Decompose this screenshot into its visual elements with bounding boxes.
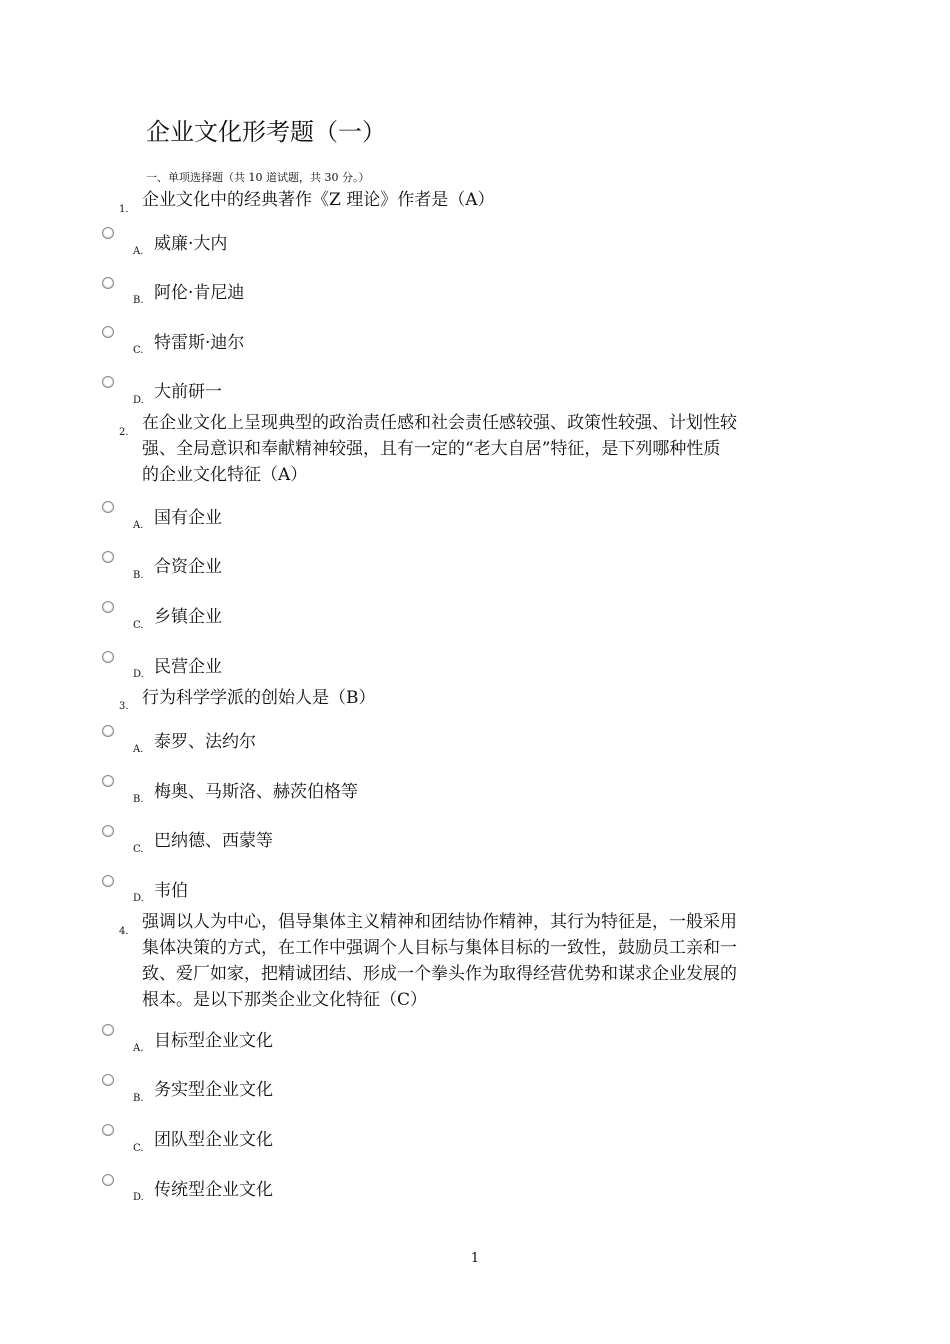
option-letter: D.: [133, 395, 144, 406]
option-letter: D.: [133, 1192, 144, 1203]
radio-button[interactable]: [102, 1074, 114, 1086]
option-text[interactable]: 韦伯: [154, 881, 188, 901]
radio-button[interactable]: [102, 277, 114, 289]
option-text[interactable]: 特雷斯·迪尔: [154, 333, 245, 353]
question-text-line: 根本。是以下那类企业文化特征（C）: [142, 990, 428, 1010]
option-text[interactable]: 民营企业: [154, 657, 222, 677]
option-letter: B.: [133, 1093, 144, 1104]
question-text: [142, 685, 808, 711]
radio-button[interactable]: [102, 1124, 114, 1136]
radio-button[interactable]: [102, 376, 114, 388]
option-letter: A.: [133, 520, 144, 531]
option-text[interactable]: 威廉·大内: [154, 234, 228, 254]
page-number: 1: [470, 1251, 480, 1266]
radio-button[interactable]: [102, 651, 114, 663]
radio-button[interactable]: [102, 725, 114, 737]
option-text[interactable]: 传统型企业文化: [154, 1180, 273, 1200]
option-text[interactable]: 国有企业: [154, 508, 222, 528]
radio-button[interactable]: [102, 1024, 114, 1036]
option-text[interactable]: 团队型企业文化: [154, 1130, 273, 1150]
question-text-line: 行为科学学派的创始人是（B）: [142, 688, 376, 708]
option-text[interactable]: 务实型企业文化: [154, 1080, 273, 1100]
question-text-line: 在企业文化上呈现典型的政治责任感和社会责任感较强、政策性较强、计划性较: [142, 413, 737, 433]
option-letter: C.: [133, 620, 144, 631]
radio-button[interactable]: [102, 501, 114, 513]
question-text: [142, 410, 808, 488]
option-text[interactable]: 大前研一: [154, 382, 222, 402]
radio-button[interactable]: [102, 551, 114, 563]
option-text[interactable]: 泰罗、法约尔: [154, 732, 256, 752]
question-text-line: 企业文化中的经典著作《Z 理论》作者是（A）: [142, 190, 495, 210]
option-letter: A.: [133, 246, 144, 257]
option-letter: A.: [133, 744, 144, 755]
section-heading: 一、单项选择题（共 10 道试题，共 30 分。）: [146, 171, 370, 184]
option-text[interactable]: 乡镇企业: [154, 607, 222, 627]
radio-button[interactable]: [102, 601, 114, 613]
radio-button[interactable]: [102, 1174, 114, 1186]
question-text-line: 的企业文化特征（A）: [142, 465, 308, 485]
option-letter: D.: [133, 893, 144, 904]
question-number: 3.: [119, 701, 129, 712]
question-text-line: 强调以人为中心，倡导集体主义精神和团结协作精神，其行为特征是，一般采用: [142, 912, 737, 932]
question-number: 4.: [119, 926, 129, 937]
option-letter: C.: [133, 1143, 144, 1154]
option-text[interactable]: 阿伦·肯尼迪: [154, 283, 245, 303]
option-text[interactable]: 巴纳德、西蒙等: [154, 831, 273, 851]
radio-button[interactable]: [102, 326, 114, 338]
option-letter: C.: [133, 345, 144, 356]
question-number: 1.: [119, 204, 129, 215]
question-text-line: 集体决策的方式，在工作中强调个人目标与集体目标的一致性，鼓励员工亲和一: [142, 938, 737, 958]
page-title: 企业文化形考题（一）: [146, 118, 386, 146]
question-text: [142, 909, 808, 1013]
option-letter: C.: [133, 844, 144, 855]
question-text-line: 致、爱厂如家，把精诚团结、形成一个拳头作为取得经营优势和谋求企业发展的: [142, 964, 737, 984]
option-text[interactable]: 合资企业: [154, 557, 222, 577]
option-letter: D.: [133, 669, 144, 680]
question-number: 2.: [119, 427, 129, 438]
radio-button[interactable]: [102, 775, 114, 787]
option-letter: B.: [133, 295, 144, 306]
option-letter: B.: [133, 570, 144, 581]
radio-button[interactable]: [102, 875, 114, 887]
option-text[interactable]: 目标型企业文化: [154, 1031, 273, 1051]
question-text: [142, 187, 808, 213]
radio-button[interactable]: [102, 227, 114, 239]
question-text-line: 强、全局意识和奉献精神较强，且有一定的“老大自居”特征，是下列哪种性质: [142, 439, 721, 459]
option-letter: A.: [133, 1043, 144, 1054]
option-letter: B.: [133, 794, 144, 805]
radio-button[interactable]: [102, 825, 114, 837]
option-text[interactable]: 梅奥、马斯洛、赫茨伯格等: [154, 782, 358, 802]
